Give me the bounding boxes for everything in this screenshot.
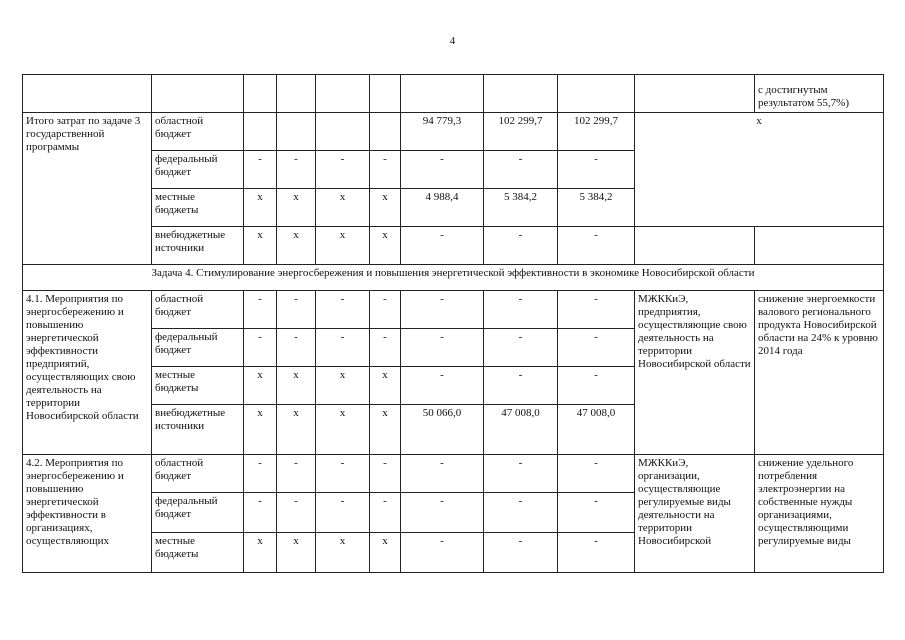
table-cell: [370, 113, 401, 151]
table-cell: -: [484, 533, 558, 573]
table-cell: -: [370, 151, 401, 189]
table-cell: -: [484, 227, 558, 265]
table-cell: -: [558, 151, 635, 189]
table-cell: -: [484, 329, 558, 367]
funding-source: местные бюджеты: [152, 189, 244, 227]
table-cell: x: [370, 227, 401, 265]
table-cell: -: [484, 455, 558, 493]
table-cell: -: [370, 455, 401, 493]
table-cell: 102 299,7: [484, 113, 558, 151]
table-cell: -: [370, 329, 401, 367]
table-cell: x: [316, 405, 370, 455]
table-cell: [277, 113, 316, 151]
funding-source: областной бюджет: [152, 291, 244, 329]
table-cell: x: [370, 405, 401, 455]
table-cell: x: [370, 533, 401, 573]
table-cell: -: [401, 227, 484, 265]
result-note: с достигнутым результатом 55,7%): [755, 75, 884, 113]
table-cell: -: [401, 367, 484, 405]
table-cell: -: [244, 151, 277, 189]
table-cell: -: [244, 329, 277, 367]
funding-source: внебюджетные источники: [152, 405, 244, 455]
table-cell: -: [316, 151, 370, 189]
table-cell: x: [244, 189, 277, 227]
table-cell: 5 384,2: [484, 189, 558, 227]
table-cell: -: [558, 367, 635, 405]
measure-executor: МЖККиЭ, организации, осуществляющие регулируемые виды деятельности на территории Новосибирской: [635, 455, 755, 573]
table-row: [23, 113, 884, 151]
funding-source: внебюджетные источники: [152, 227, 244, 265]
table-cell: -: [484, 151, 558, 189]
measure-result: снижение энергоемкости валового регионального продукта Новосибирской области на 24% к уровню 2014 года: [755, 291, 884, 455]
table-cell: x: [370, 189, 401, 227]
table-cell: x: [277, 405, 316, 455]
table-cell: -: [558, 533, 635, 573]
table-cell: -: [277, 151, 316, 189]
table-row: [23, 291, 884, 329]
table-cell: 4 988,4: [401, 189, 484, 227]
table-cell: -: [316, 493, 370, 533]
table-cell: -: [401, 533, 484, 573]
table-cell: 94 779,3: [401, 113, 484, 151]
page-number: 4: [449, 35, 456, 47]
funding-source: федеральный бюджет: [152, 151, 244, 189]
program-table: [22, 74, 884, 573]
table-cell: x: [370, 367, 401, 405]
table-cell: 5 384,2: [558, 189, 635, 227]
carryover-row: [23, 75, 884, 113]
table-cell: x: [244, 227, 277, 265]
table-cell: x: [277, 227, 316, 265]
table-cell: x: [316, 533, 370, 573]
table-row: [23, 455, 884, 493]
table-cell: -: [277, 493, 316, 533]
table-cell: 50 066,0: [401, 405, 484, 455]
table-row: [23, 227, 884, 265]
task-title: Задача 4. Стимулирование энергосбережения и повышения энергетической эффективности в экономике Новосибирской области: [23, 265, 884, 291]
table-cell: -: [277, 329, 316, 367]
funding-source: федеральный бюджет: [152, 329, 244, 367]
measure-executor: МЖККиЭ, предприятия, осуществляющие свою деятельность на территории Новосибирской области: [635, 291, 755, 455]
measure-label: 4.1. Мероприятия по энергосбережению и повышению энергетической эффективности предприятий, осуществляющих свою деятельность на территории Новосибирской области: [23, 291, 152, 455]
table-cell: x: [244, 405, 277, 455]
funding-source: местные бюджеты: [152, 367, 244, 405]
table-cell: -: [558, 291, 635, 329]
table-cell: -: [484, 493, 558, 533]
table-cell: 102 299,7: [558, 113, 635, 151]
total-task3-note: x: [635, 113, 884, 227]
table-cell: -: [401, 151, 484, 189]
table-cell: -: [401, 455, 484, 493]
table-cell: -: [558, 329, 635, 367]
table-cell: x: [316, 367, 370, 405]
table-cell: -: [316, 291, 370, 329]
table-cell: [244, 113, 277, 151]
measure-result: снижение удельного потребления электроэнергии на собственные нужды организациями, осуществляющими регулируемые виды: [755, 455, 884, 573]
table-cell: -: [244, 291, 277, 329]
table-cell: x: [277, 533, 316, 573]
task-header-row: [23, 265, 884, 291]
table-cell: -: [370, 493, 401, 533]
table-cell: x: [244, 533, 277, 573]
table-cell: -: [277, 291, 316, 329]
table-cell: -: [558, 455, 635, 493]
table-cell: [316, 113, 370, 151]
table-cell: x: [277, 367, 316, 405]
table-cell: -: [370, 291, 401, 329]
table-cell: x: [244, 367, 277, 405]
table-cell: -: [244, 455, 277, 493]
table-cell: x: [316, 227, 370, 265]
table-cell: -: [401, 493, 484, 533]
table-cell: -: [244, 493, 277, 533]
table-cell: -: [401, 291, 484, 329]
funding-source: федеральный бюджет: [152, 493, 244, 533]
table-cell: 47 008,0: [558, 405, 635, 455]
table-cell: -: [558, 493, 635, 533]
funding-source: областной бюджет: [152, 455, 244, 493]
table-cell: -: [484, 367, 558, 405]
measure-label: 4.2. Мероприятия по энергосбережению и повышению энергетической эффективности в организациях, осуществляющих: [23, 455, 152, 573]
table-cell: 47 008,0: [484, 405, 558, 455]
table-cell: -: [316, 455, 370, 493]
table-cell: -: [484, 291, 558, 329]
total-task3-label: Итого затрат по задаче 3 государственной программы: [23, 113, 152, 265]
table-cell: x: [277, 189, 316, 227]
table-cell: -: [401, 329, 484, 367]
table-cell: x: [316, 189, 370, 227]
funding-source: областной бюджет: [152, 113, 244, 151]
table-cell: -: [277, 455, 316, 493]
funding-source: местные бюджеты: [152, 533, 244, 573]
table-cell: -: [558, 227, 635, 265]
table-cell: -: [316, 329, 370, 367]
